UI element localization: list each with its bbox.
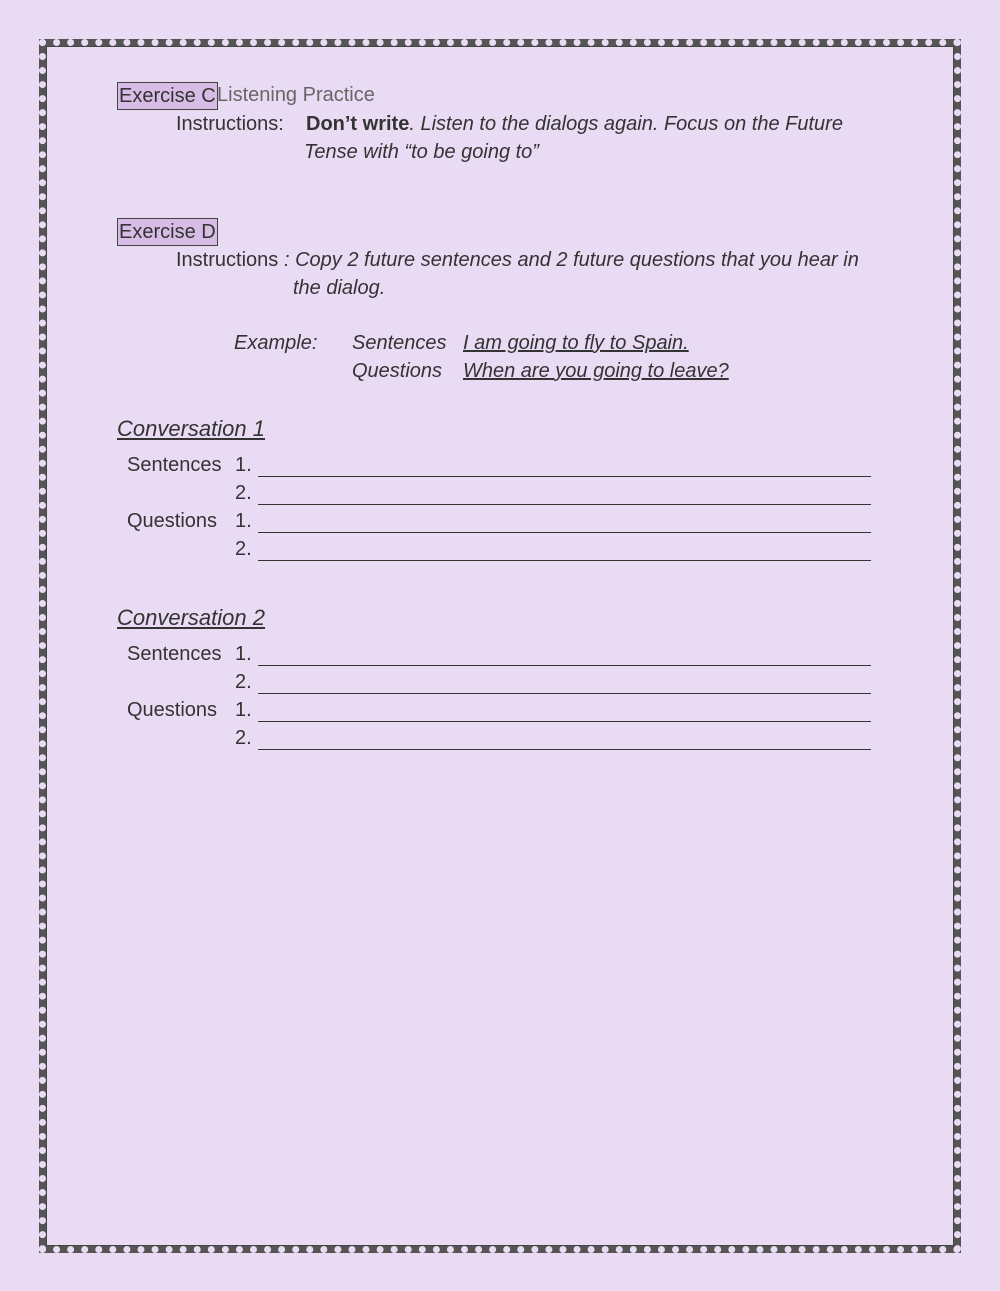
- conversation-2-question-1-number: 1.: [235, 699, 252, 721]
- conversation-1-question-2-number: 2.: [235, 538, 252, 560]
- example-questions-label: Questions: [352, 360, 443, 382]
- conversation-2-sentence-1-number: 1.: [235, 643, 252, 665]
- conversation-1-title: Conversation 1: [117, 416, 265, 441]
- exercise-c-instructions-line2: Tense with “to be going to”: [304, 141, 539, 163]
- exercise-d-instructions-line2: the dialog.: [293, 277, 386, 299]
- conversation-1-sentence-1-blank[interactable]: [258, 476, 871, 477]
- exercise-c-instructions-key: Instructions:: [176, 113, 284, 135]
- exercise-d-label: Exercise D: [117, 218, 218, 246]
- conversation-2-sentences-label: Sentences: [127, 643, 222, 665]
- conversation-1-question-1-blank[interactable]: [258, 532, 871, 533]
- conversation-1-sentences-label: Sentences: [127, 454, 222, 476]
- exercise-c-instructions-bold: Don’t write: [306, 113, 410, 135]
- exercise-c-title: Listening Practice: [217, 84, 375, 106]
- conversation-1-sentence-2-number: 2.: [235, 482, 252, 504]
- conversation-2-question-1-blank[interactable]: [258, 721, 871, 722]
- conversation-1-questions-label: Questions: [127, 510, 218, 532]
- conversation-2-sentence-2-number: 2.: [235, 671, 252, 693]
- exercise-c-instructions-line1: [306, 113, 843, 136]
- example-label: Example:: [234, 332, 318, 354]
- conversation-1-question-2-blank[interactable]: [258, 560, 871, 561]
- exercise-d-instructions-key: Instructions: [176, 249, 279, 271]
- exercise-c-instructions-rest: . Listen to the dialogs again. Focus on the Future: [409, 113, 843, 135]
- example-questions-value: When are you going to leave?: [463, 360, 729, 382]
- conversation-2-sentence-1-blank[interactable]: [258, 665, 871, 666]
- conversation-2-question-2-number: 2.: [235, 727, 252, 749]
- example-sentences-label: Sentences: [352, 332, 447, 354]
- example-sentences-value: I am going to fly to Spain.: [463, 332, 689, 354]
- conversation-2-questions-label: Questions: [127, 699, 218, 721]
- exercise-d-instructions-line1: : Copy 2 future sentences and 2 future questions that you hear in: [284, 249, 859, 271]
- conversation-2-question-2-blank[interactable]: [258, 749, 871, 750]
- conversation-1-sentence-2-blank[interactable]: [258, 504, 871, 505]
- exercise-c-label: Exercise C: [117, 82, 218, 110]
- conversation-1-sentence-1-number: 1.: [235, 454, 252, 476]
- conversation-2-title: Conversation 2: [117, 605, 265, 630]
- conversation-2-sentence-2-blank[interactable]: [258, 693, 871, 694]
- conversation-1-question-1-number: 1.: [235, 510, 252, 532]
